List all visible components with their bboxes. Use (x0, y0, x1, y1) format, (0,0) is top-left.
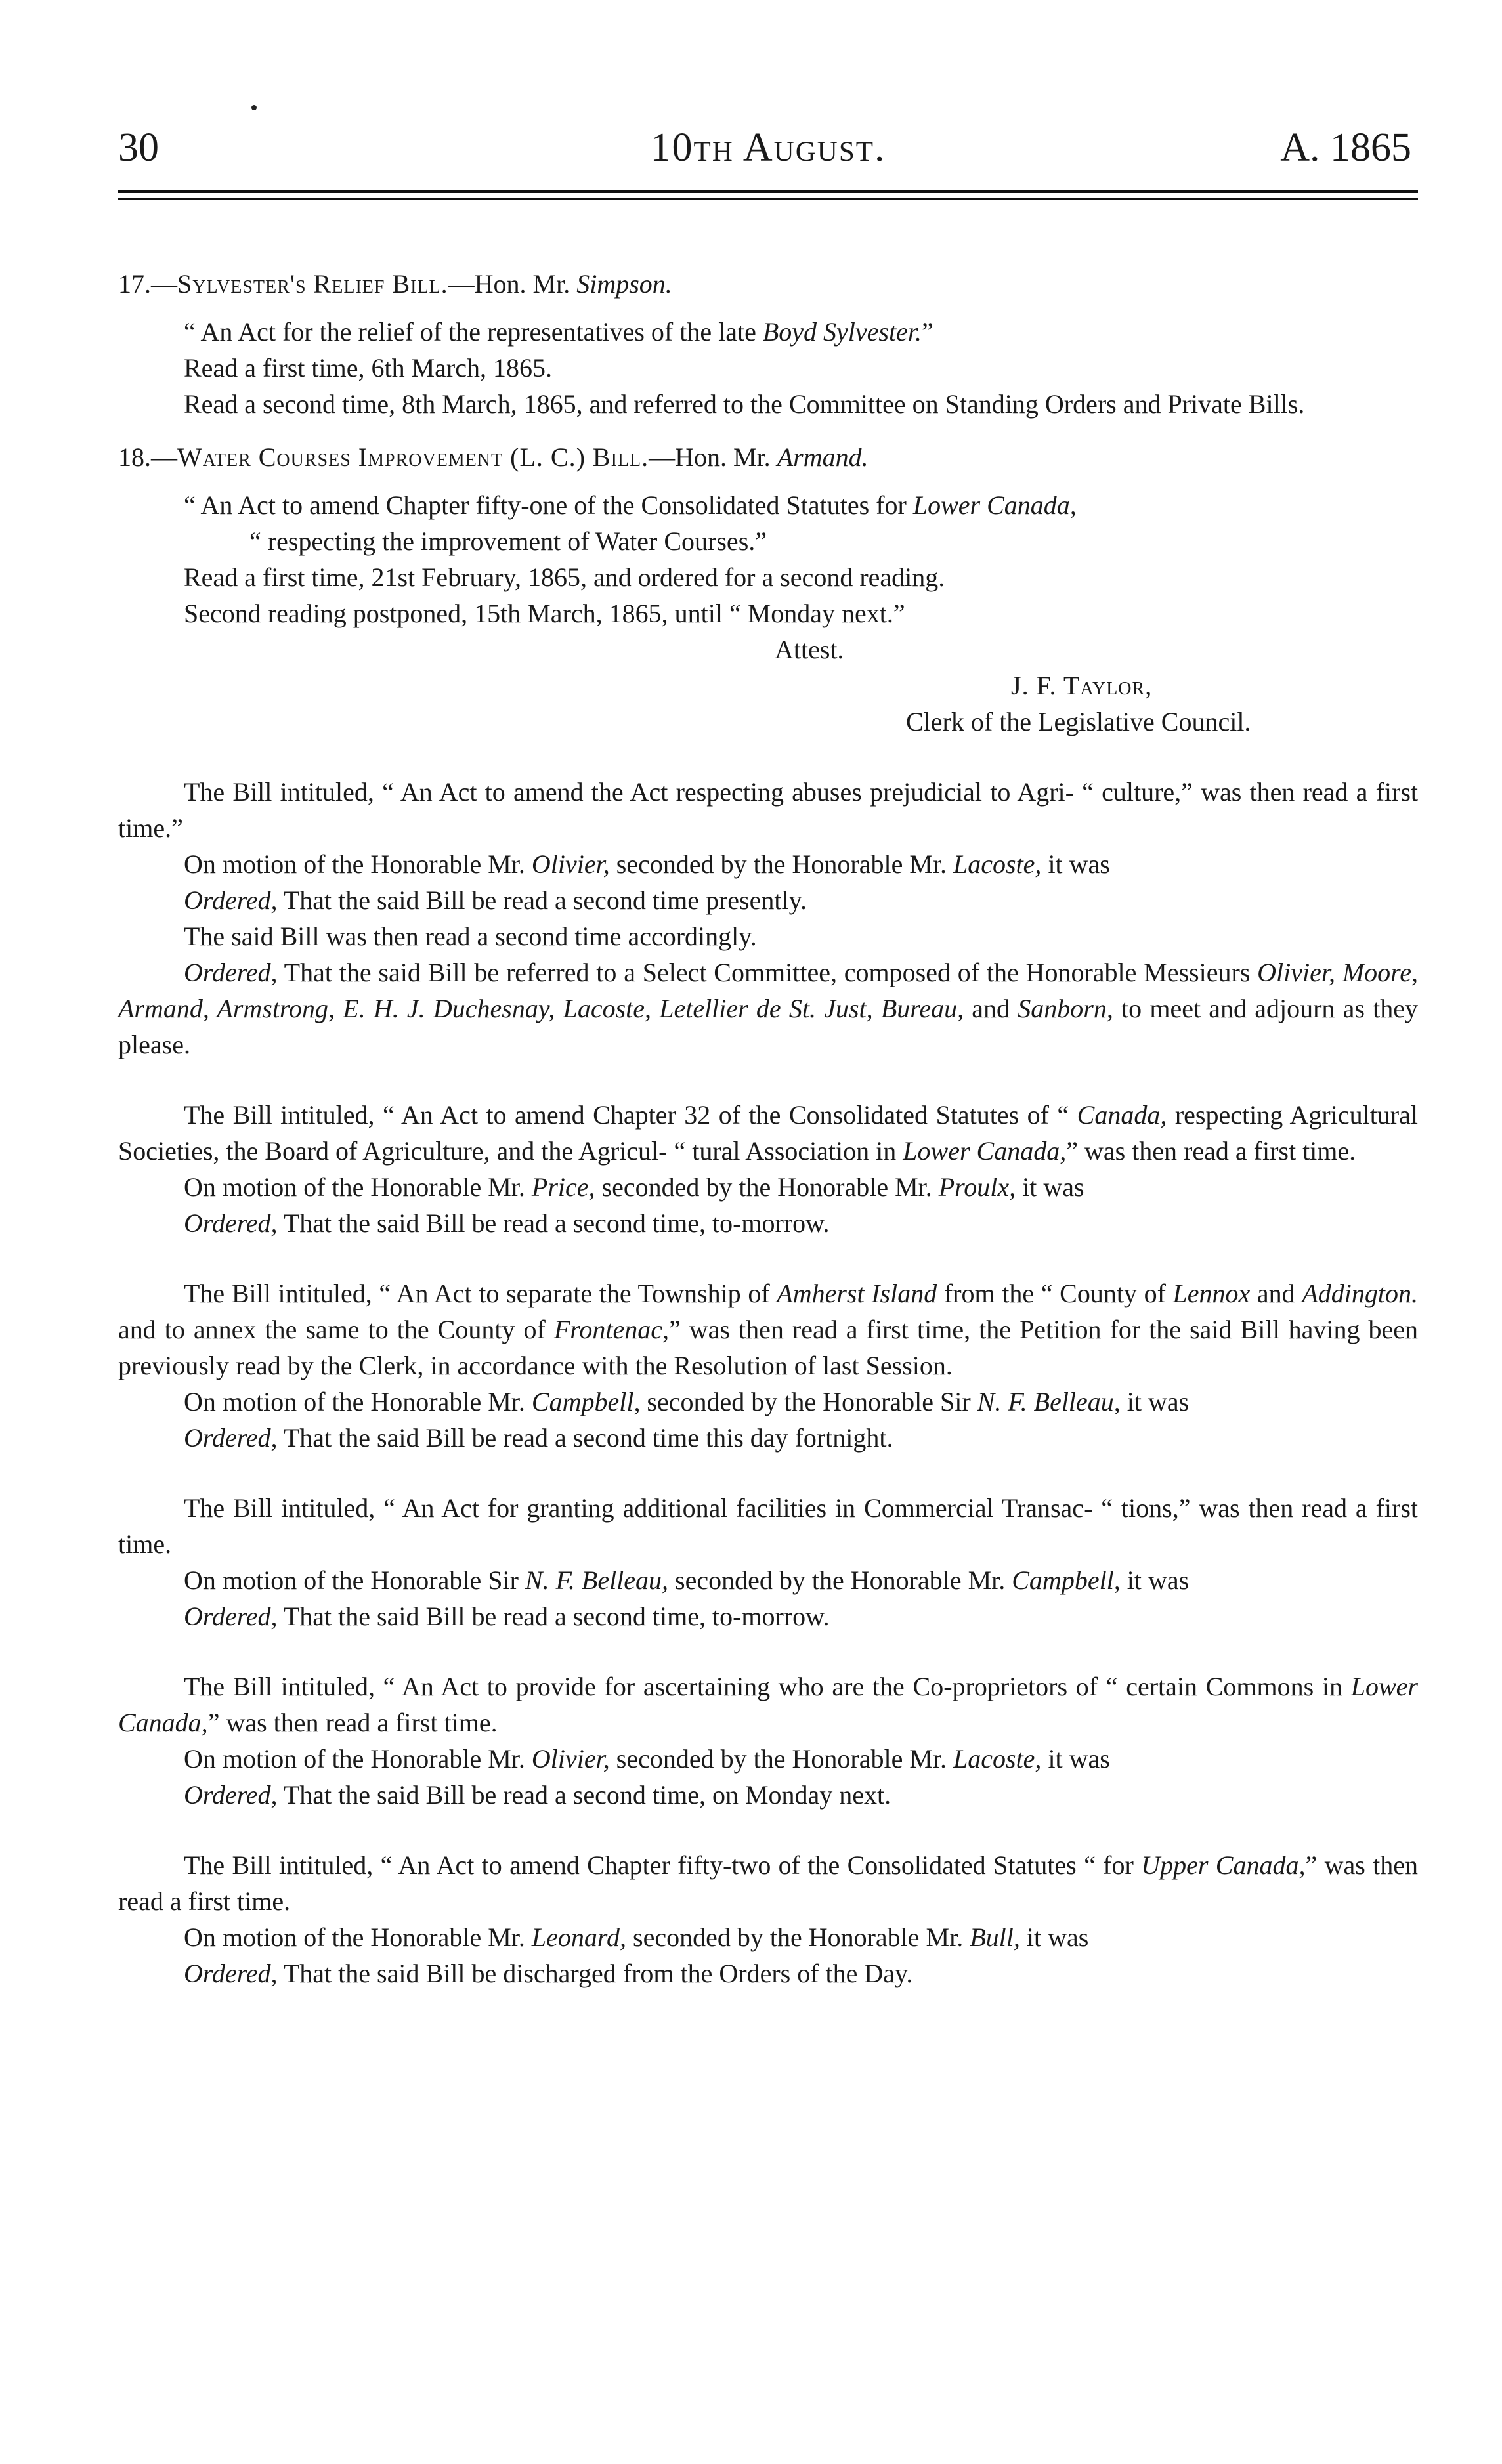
mover-name: Leonard, (531, 1922, 627, 1952)
motion-text: it was (1019, 1922, 1089, 1952)
bill-intro (118, 1275, 1418, 1384)
intro-text: The Bill intituled, “ An Act to amend Chapter fifty-two of the Consolidated Statutes “ for (184, 1850, 1142, 1880)
motion-line (118, 846, 1418, 882)
sponsor-name: Simpson. (576, 269, 672, 299)
motion-text: On motion of the Honorable Mr. (184, 1172, 532, 1202)
intro-text: The Bill intituled, “ An Act to amend Chapter 32 of the Consolidated Statutes of “ (184, 1100, 1077, 1130)
committee-members: Olivier, Moore, Armand, Armstrong, E. H. J. Duchesnay, Lacoste, Letellier de St. Just, Bureau, (118, 958, 1418, 1023)
motion-text: seconded by the Honorable Mr. (609, 849, 953, 879)
page-body (118, 266, 1418, 1991)
order-text: That the said Bill be referred to a Select Committee, composed of the Honorable Messieurs (277, 958, 1258, 987)
ordered-label: Ordered, (184, 1602, 278, 1631)
order-text: to meet and adjourn as they please. (118, 994, 1418, 1059)
ordered-label: Ordered, (184, 1959, 278, 1988)
seconder-name: Lacoste, (953, 1744, 1042, 1774)
spacer (118, 1456, 1418, 1490)
reading-line: Read a first time, 6th March, 1865. (184, 353, 552, 383)
intro-text: respecting Agricultural Societies, the Board of Agriculture, and the Agricul- “ tural Association in (118, 1100, 1418, 1166)
place-name: Lower Canada, (118, 1672, 1418, 1737)
mover-name: N. F. Belleau, (525, 1565, 669, 1595)
order-line (118, 1955, 1418, 1991)
place-name: Lower Canada, (903, 1136, 1067, 1166)
order-item-18-heading (118, 439, 1418, 475)
spacer (118, 422, 1418, 439)
order-line (118, 1205, 1418, 1241)
seconder-name: Bull, (970, 1922, 1020, 1952)
order-text: That the said Bill be discharged from the Orders of the Day. (277, 1959, 913, 1988)
seconder-name: Lacoste, (953, 849, 1042, 879)
seconder-name: N. F. Belleau, (977, 1387, 1121, 1416)
ordered-label: Ordered, (184, 1780, 278, 1810)
intro-text: The Bill intituled, “ An Act to separate the Township of (184, 1279, 777, 1308)
order-line (118, 882, 1418, 918)
act-title-close: ” (922, 317, 933, 347)
item-number: 18.— (118, 442, 177, 472)
intro-text: ” was then read a first time. (1066, 1136, 1356, 1166)
order-text: That the said Bill be read a second time, to-morrow. (277, 1208, 830, 1238)
order-item-17-heading (118, 266, 1418, 302)
motion-text: seconded by the Honorable Mr. (595, 1172, 939, 1202)
order-text: That the said Bill be read a second time this day fortnight. (277, 1423, 893, 1453)
mover-name: Olivier, (531, 1744, 610, 1774)
place-name: Amherst Island (777, 1279, 937, 1308)
motion-text: it was (1041, 849, 1110, 879)
journal-page (118, 0, 1418, 2464)
ordered-label: Ordered, (184, 1208, 278, 1238)
sponsor-prefix: —Hon. Mr. (649, 442, 777, 472)
mover-name: Price, (531, 1172, 595, 1202)
sponsor-prefix: —Hon. Mr. (448, 269, 577, 299)
spacer (118, 1813, 1418, 1847)
place-name: Lennox (1172, 1279, 1251, 1308)
bill-intro (118, 1668, 1418, 1741)
header-year: A. 1865 (1280, 125, 1411, 170)
order-line (118, 1777, 1418, 1813)
order-text: That the said Bill be read a second time, to-morrow. (277, 1602, 830, 1631)
motion-line (118, 1169, 1418, 1205)
motion-line (118, 1562, 1418, 1598)
motion-text: On motion of the Honorable Sir (184, 1565, 525, 1595)
reading-line: Read a first time, 21st February, 1865, and ordered for a second reading. (184, 563, 945, 592)
motion-text: it was (1016, 1172, 1084, 1202)
attest-label: Attest. (775, 635, 844, 664)
place-name: Frontenac, (553, 1315, 669, 1344)
motion-text: seconded by the Honorable Mr. (626, 1922, 970, 1952)
motion-text: it was (1120, 1565, 1190, 1595)
order-text: and (964, 994, 1018, 1023)
motion-text: On motion of the Honorable Mr. (184, 1744, 532, 1774)
act-title-text: “ An Act to amend Chapter fifty-one of the Consolidated Statutes for (184, 490, 913, 520)
spacer (118, 1241, 1418, 1275)
place-name: Addington. (1302, 1279, 1418, 1308)
motion-text: seconded by the Honorable Mr. (668, 1565, 1012, 1595)
act-title (118, 314, 1418, 350)
act-title-name: Boyd Sylvester. (762, 317, 922, 347)
spacer (118, 1634, 1418, 1668)
place-name: Canada, (1077, 1100, 1167, 1130)
motion-line (118, 1384, 1418, 1420)
seconder-name: Campbell, (1012, 1565, 1121, 1595)
mover-name: Campbell, (531, 1387, 641, 1416)
act-title-continued: “ respecting the improvement of Water Courses.” (249, 526, 767, 556)
page-number: 30 (118, 125, 159, 170)
clerk-title: Clerk of the Legislative Council. (906, 707, 1251, 736)
motion-text: it was (1041, 1744, 1110, 1774)
header-date: 10th August. (650, 125, 886, 170)
intro-text: The Bill intituled, “ An Act to provide for ascertaining who are the Co-proprietors of “ certain Commons in (184, 1672, 1351, 1701)
motion-text: it was (1120, 1387, 1190, 1416)
ordered-label: Ordered, (184, 885, 278, 915)
intro-text: and to annex the same to the County of (118, 1315, 554, 1344)
ordered-label: Ordered, (184, 958, 278, 987)
bill-intro (118, 1097, 1418, 1169)
seconder-name: Proulx, (938, 1172, 1016, 1202)
motion-text: seconded by the Honorable Mr. (609, 1744, 953, 1774)
item-number: 17.— (118, 269, 177, 299)
motion-text: On motion of the Honorable Mr. (184, 1922, 532, 1952)
order-line (118, 954, 1418, 1063)
motion-text: seconded by the Honorable Sir (640, 1387, 977, 1416)
running-header (118, 125, 1418, 177)
ordered-label: Ordered, (184, 1423, 278, 1453)
reading-line: Second reading postponed, 15th March, 1865, until “ Monday next.” (184, 599, 905, 628)
motion-text: On motion of the Honorable Mr. (184, 849, 532, 879)
act-title (118, 487, 1418, 523)
intro-text: from the “ County of (937, 1279, 1173, 1308)
intro-text: and (1250, 1279, 1302, 1308)
reading-line: Read a second time, 8th March, 1865, and referred to the Committee on Standing Orders and Private Bills. (184, 389, 1305, 419)
spacer (118, 1063, 1418, 1097)
order-text: That the said Bill be read a second time, on Monday next. (277, 1780, 891, 1810)
mover-name: Olivier, (531, 849, 610, 879)
intro-text: ” was then read a first time. (118, 1850, 1419, 1916)
bill-intro: The Bill intituled, “ An Act to amend the Act respecting abuses prejudicial to Agri- “ culture,” was then read a first time.” (118, 777, 1418, 843)
bill-intro (118, 1847, 1418, 1919)
bill-intro: The Bill intituled, “ An Act for granting additional facilities in Commercial Transac- “ tions,” was then read a first time. (118, 1493, 1418, 1559)
header-rule-thin (118, 198, 1418, 200)
motion-line (118, 1919, 1418, 1955)
order-line (118, 1420, 1418, 1456)
motion-line (118, 1741, 1418, 1777)
order-text: That the said Bill be read a second time presently. (277, 885, 807, 915)
clerk-name: J. F. Taylor, (1011, 671, 1153, 700)
committee-member: Sanborn, (1018, 994, 1113, 1023)
sponsor-name: Armand. (777, 442, 869, 472)
bill-title: Sylvester's Relief Bill. (177, 269, 448, 299)
intro-text: ” was then read a first time. (207, 1708, 498, 1737)
reading-line: The said Bill was then read a second time accordingly. (184, 922, 757, 951)
place-name: Upper Canada, (1141, 1850, 1306, 1880)
order-line (118, 1598, 1418, 1634)
motion-text: On motion of the Honorable Mr. (184, 1387, 532, 1416)
header-rule-thick (118, 190, 1418, 193)
spacer (118, 740, 1418, 774)
bill-title: Water Courses Improvement (L. C.) Bill. (177, 442, 649, 472)
act-title-text: “ An Act for the relief of the representatives of the late (184, 317, 763, 347)
act-title-name: Lower Canada, (912, 490, 1077, 520)
intro-text: ” was then read a first time, the Petition for the said Bill having been previously read by the Clerk, in accordance with the Resolution of last Session. (118, 1315, 1418, 1380)
